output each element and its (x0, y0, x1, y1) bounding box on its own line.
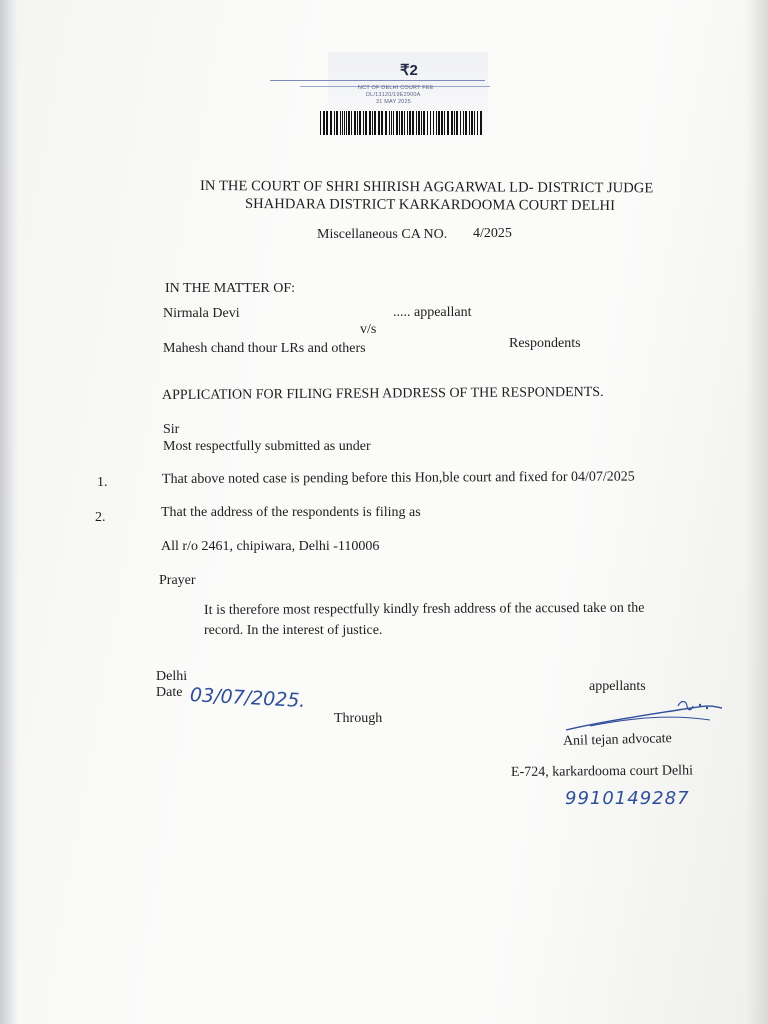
barcode-bar (342, 111, 343, 135)
address-text: All r/o 2461, chipiwara, Delhi -110006 (161, 539, 380, 554)
case-label: Miscellaneous CA NO. (317, 227, 448, 242)
barcode-bar (451, 111, 453, 135)
barcode-bar (412, 111, 414, 135)
barcode-bar (326, 111, 328, 135)
barcode-bar (378, 111, 380, 135)
court-name-line2: SHAHDARA DISTRICT KARKARDOOMA COURT DELHI (244, 196, 616, 214)
barcode-bar (369, 111, 371, 135)
stamp-value: ₹2 (400, 62, 418, 79)
application-title: APPLICATION FOR FILING FRESH ADDRESS OF THE RESPONDENTS. (161, 384, 604, 403)
advocate-name: Anil tejan advocate (562, 731, 672, 749)
point-number: 2. (95, 510, 106, 525)
barcode-bar (320, 111, 321, 135)
barcode-bar (359, 111, 361, 135)
barcode-bar (407, 111, 408, 135)
appellant-name: Nirmala Devi (163, 306, 240, 321)
salutation: Sir (163, 422, 180, 437)
barcode-bar (396, 111, 398, 135)
stamp-text: DL/13120/19E2900A (366, 92, 421, 98)
date-label: Date (156, 685, 183, 700)
page-right-edge-shadow (746, 0, 768, 1024)
stamp-rule (270, 80, 485, 81)
barcode-bar (444, 111, 445, 135)
intro-text: Most respectfully submitted as under (163, 439, 371, 454)
barcode-bar (438, 111, 440, 135)
barcode-bar (474, 111, 475, 135)
prayer-text-line2: record. In the interest of justice. (204, 623, 383, 638)
place-label: Delhi (156, 669, 188, 684)
barcode-bar (330, 111, 332, 135)
through-label: Through (334, 711, 383, 726)
barcode-bar (421, 111, 422, 135)
barcode-bar (344, 111, 345, 135)
barcode-bar (404, 111, 405, 135)
barcode-bar (447, 111, 449, 135)
respondent-role: Respondents (509, 336, 581, 351)
barcode-bar (416, 111, 417, 135)
barcode-bar (399, 111, 400, 135)
appellants-label: appellants (589, 679, 646, 694)
barcode-bar (354, 111, 356, 135)
stamp-barcode (320, 111, 486, 135)
stamp-text: 31 MAY 2025 (376, 99, 412, 105)
barcode-bar (469, 111, 470, 135)
barcode-bar (372, 111, 373, 135)
handwritten-phone: 9910149287 (565, 788, 690, 809)
barcode-bar (391, 111, 392, 135)
handwritten-date: 03/07/2025. (189, 684, 306, 713)
barcode-bar (454, 111, 455, 135)
prayer-text-line1: It is therefore most respectfully kindly fresh address of the accused take on the (203, 600, 645, 618)
page-left-edge-shadow (0, 0, 18, 1024)
barcode-bar (348, 111, 350, 135)
matter-heading: IN THE MATTER OF: (165, 281, 296, 296)
barcode-bar (477, 111, 478, 135)
barcode-bar (456, 111, 458, 135)
point-number: 1. (97, 475, 108, 490)
appellant-role: ..... appeallant (393, 305, 472, 320)
court-fee-stamp (270, 52, 495, 142)
barcode-bar (340, 111, 341, 135)
barcode-bar (365, 111, 367, 135)
barcode-bar (357, 111, 358, 135)
respondent-name: Mahesh chand thour LRs and others (163, 341, 366, 356)
barcode-bar (381, 111, 383, 135)
point-text: That above noted case is pending before this Hon,ble court and fixed for 04/07/2025 (161, 469, 635, 487)
barcode-bar (336, 111, 338, 135)
advocate-office: E-724, karkardooma court Delhi (510, 763, 694, 780)
barcode-bar (441, 111, 443, 135)
prayer-heading: Prayer (159, 573, 196, 588)
barcode-bar (433, 111, 434, 135)
barcode-bar (460, 111, 461, 135)
stamp-text: NCT OF DELHI COURT FEE (358, 85, 434, 91)
barcode-bar (323, 111, 325, 135)
barcode-bar (423, 111, 425, 135)
versus-label: v/s (360, 322, 377, 337)
point-text: That the address of the respondents is filing as (161, 505, 421, 520)
barcode-bar (465, 111, 467, 135)
barcode-bar (363, 111, 364, 135)
barcode-bar (480, 111, 482, 135)
court-name-line1: IN THE COURT OF SHRI SHIRISH AGGARWAL LD- DISTRICT JUDGE (199, 178, 654, 197)
barcode-bar (346, 111, 347, 135)
barcode-bar (393, 111, 394, 135)
barcode-bar (471, 111, 473, 135)
barcode-bar (334, 111, 335, 135)
barcode-bar (427, 111, 428, 135)
barcode-bar (389, 111, 390, 135)
barcode-bar (374, 111, 376, 135)
barcode-bar (385, 111, 387, 135)
barcode-bar (463, 111, 464, 135)
barcode-bar (436, 111, 437, 135)
barcode-bar (401, 111, 403, 135)
barcode-bar (409, 111, 411, 135)
barcode-bar (351, 111, 352, 135)
barcode-bar (418, 111, 420, 135)
case-number: 4/2025 (473, 226, 512, 241)
barcode-bar (430, 111, 431, 135)
